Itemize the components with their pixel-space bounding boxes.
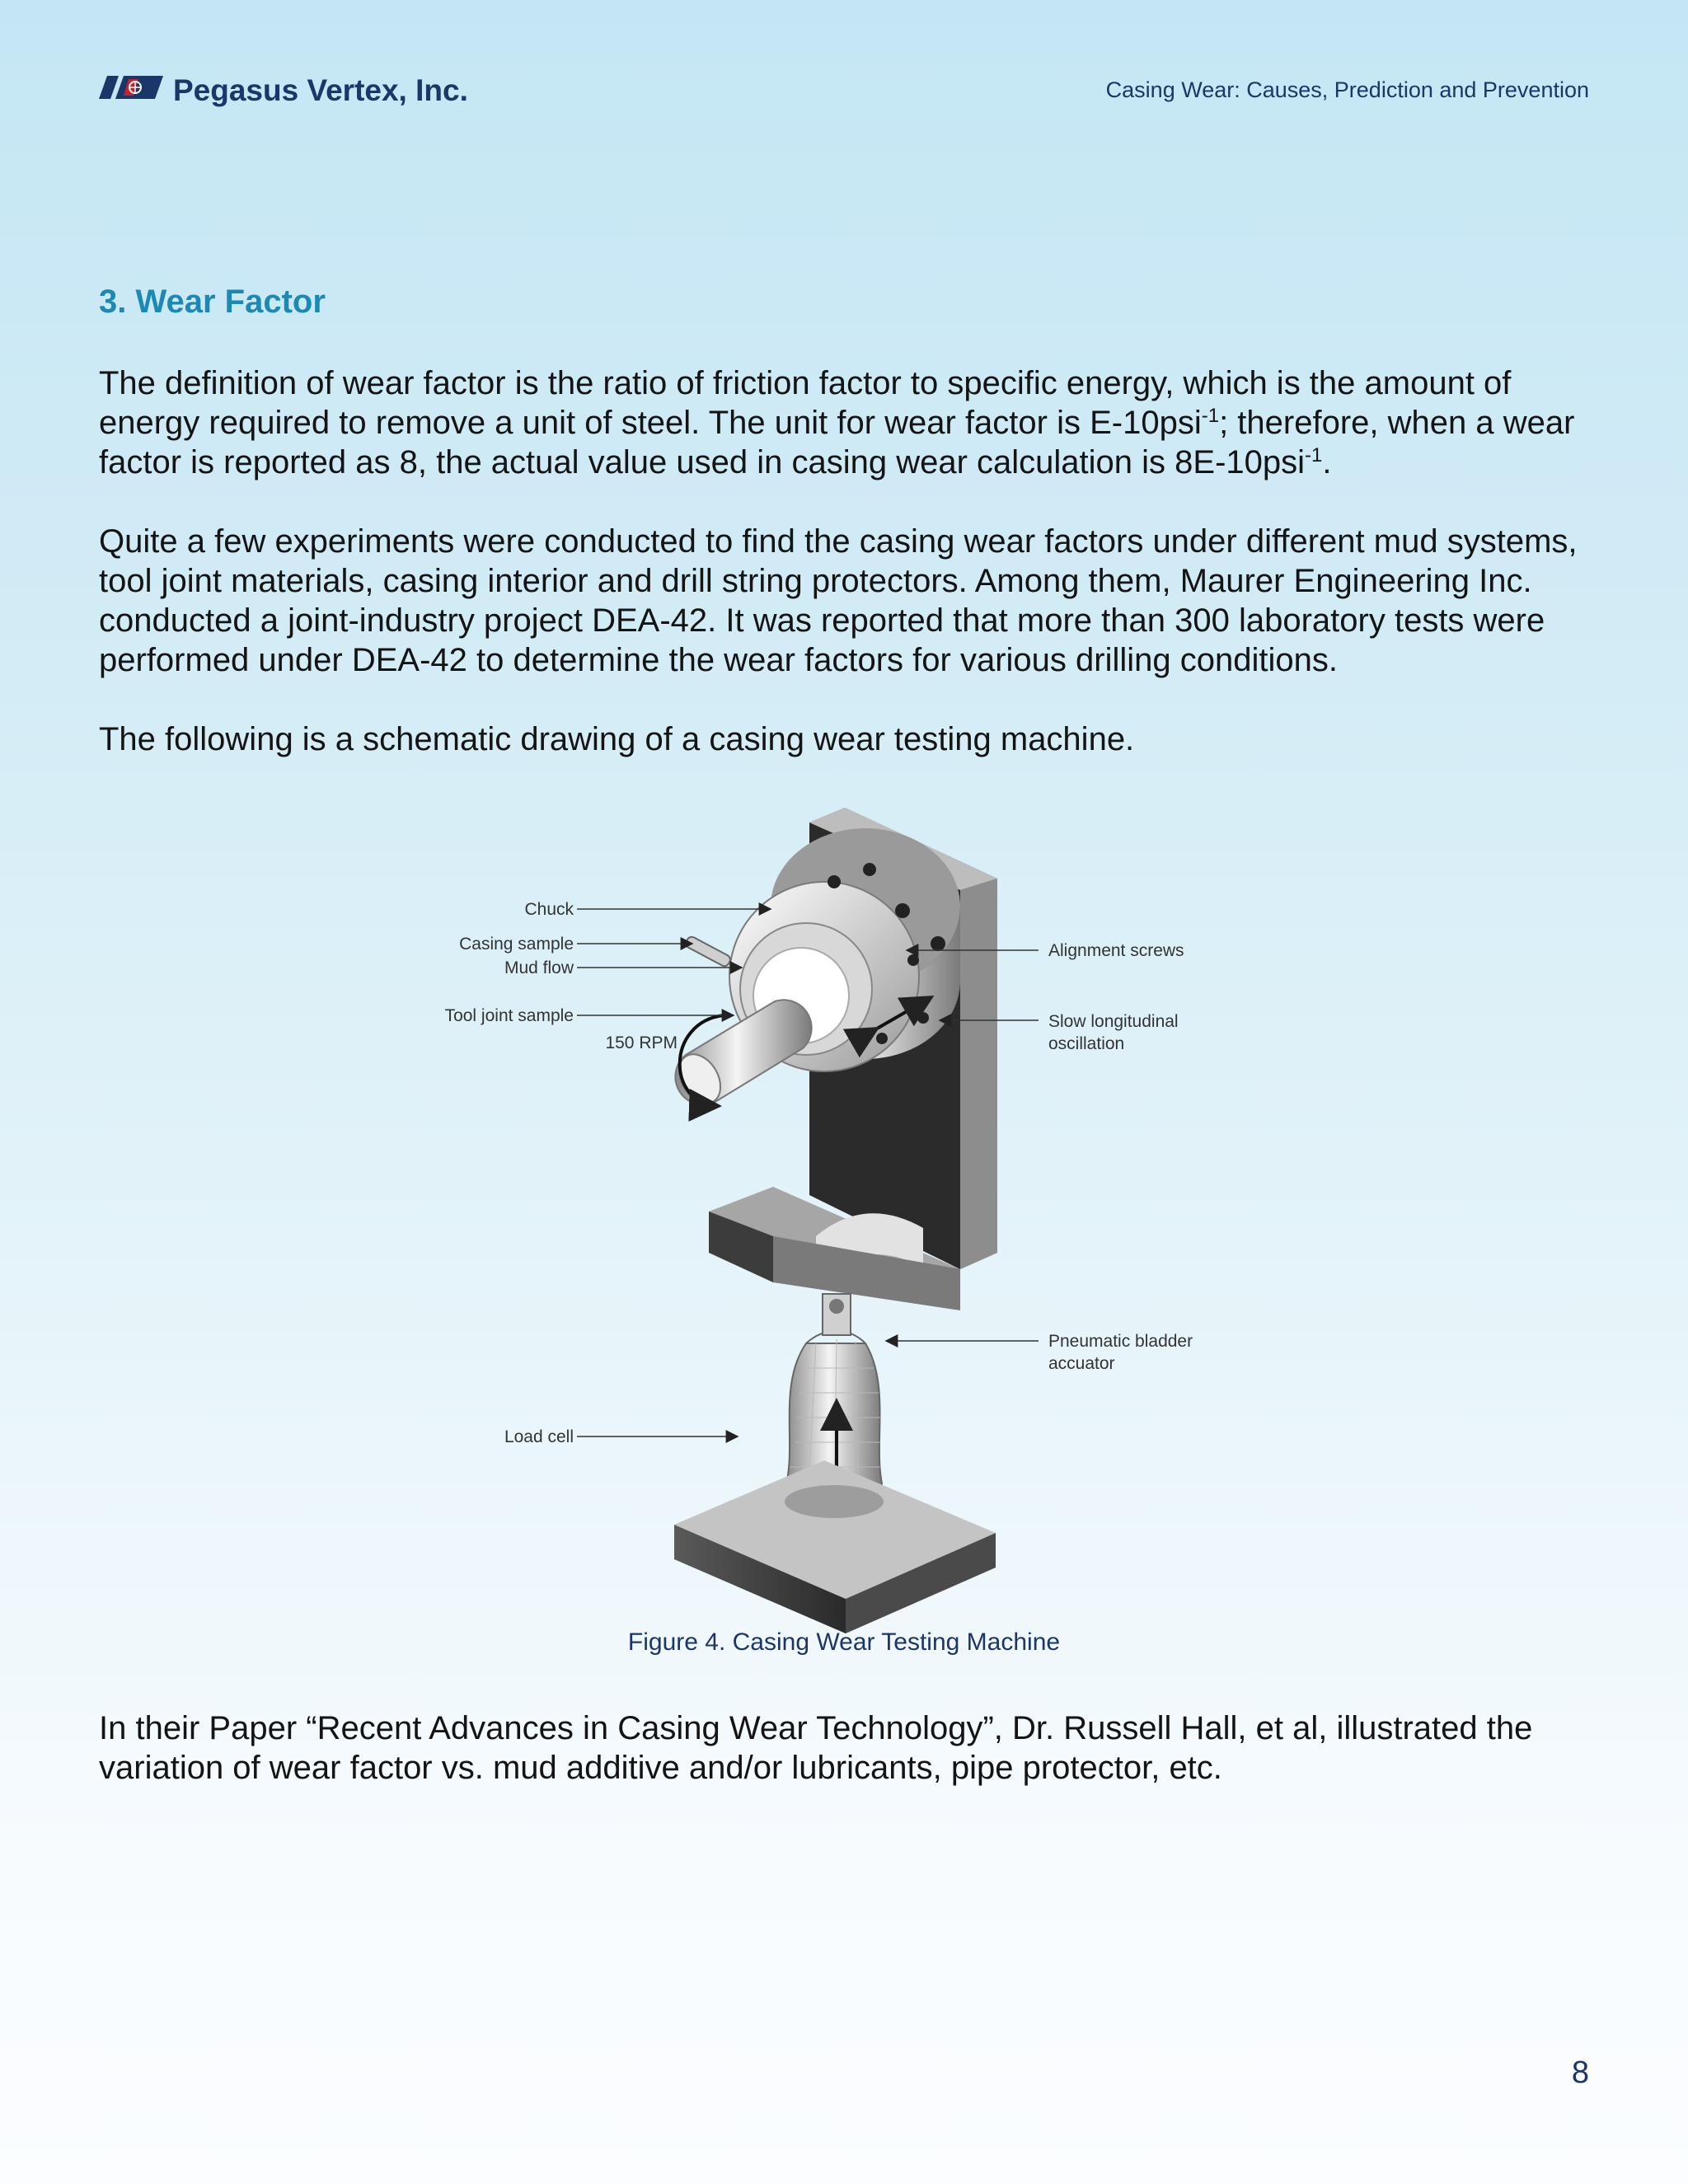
superscript: -1 [1201, 405, 1220, 427]
label-alignment-screws: Alignment screws [1048, 941, 1184, 960]
figure-caption: Figure 4. Casing Wear Testing Machine [627, 1629, 1061, 1656]
paragraph-recent-advances: In their Paper “Recent Advances in Casing Wear Technology”, Dr. Russell Hall, et al, illustrated the variation of wear factor vs. mud additive and/or lubricants, pipe protector, etc. [99, 1710, 1533, 1786]
page-header [99, 71, 1589, 110]
base-plate [674, 1460, 996, 1633]
paragraph-schematic-intro: The following is a schematic drawing of a casing wear testing machine. [99, 721, 1135, 757]
label-casing-sample: Casing sample [459, 935, 574, 954]
paragraph-experiments: Quite a few experiments were conducted to find the casing wear factors under different mud systems, tool joint materials, casing interior and drill string protectors. Among them, Maurer Engineering Inc. conducted a joint-industry project DEA-42. It was reported that more than 300 laboratory tests were performed under DEA-42 to determine the wear factors for various drilling conditions. [99, 523, 1578, 678]
section-heading: 3. Wear Factor [99, 284, 326, 320]
label-slow-longitudinal: Slow longitudinal [1048, 1012, 1179, 1031]
paragraph-text: The definition of wear factor is the ratio of friction factor to specific energy, which is the amount of energy required to remove a unit of steel. The unit for wear factor is E-10psi [99, 365, 1512, 441]
label-oscillation: oscillation [1048, 1034, 1125, 1053]
label-chuck: Chuck [524, 900, 574, 919]
paragraph-text: . [1322, 444, 1332, 480]
label-pneumatic-bladder: Pneumatic bladder [1048, 1332, 1193, 1351]
document-title: Casing Wear: Causes, Prediction and Prevention [1105, 77, 1589, 102]
label-load-cell: Load cell [504, 1427, 574, 1446]
label-tool-joint-sample: Tool joint sample [444, 1006, 574, 1025]
pegasus-vertex-logo-icon [99, 76, 163, 99]
label-accuator: accuator [1048, 1354, 1115, 1373]
page-number: 8 [1571, 2055, 1589, 2090]
paragraph-wear-factor-definition [99, 363, 1599, 482]
testing-machine-illustration [444, 808, 1228, 1599]
superscript: -1 [1305, 444, 1323, 466]
label-rpm: 150 RPM [605, 1033, 678, 1052]
paragraph-text: ; therefore, when a wear factor is reported as 8, the actual value used in casing wear calculation is 8E-10psi [99, 405, 1575, 480]
company-name: Pegasus Vertex, Inc. [173, 73, 468, 107]
casing-wear-testing-machine-figure [444, 808, 1228, 1599]
label-mud-flow: Mud flow [504, 958, 574, 977]
